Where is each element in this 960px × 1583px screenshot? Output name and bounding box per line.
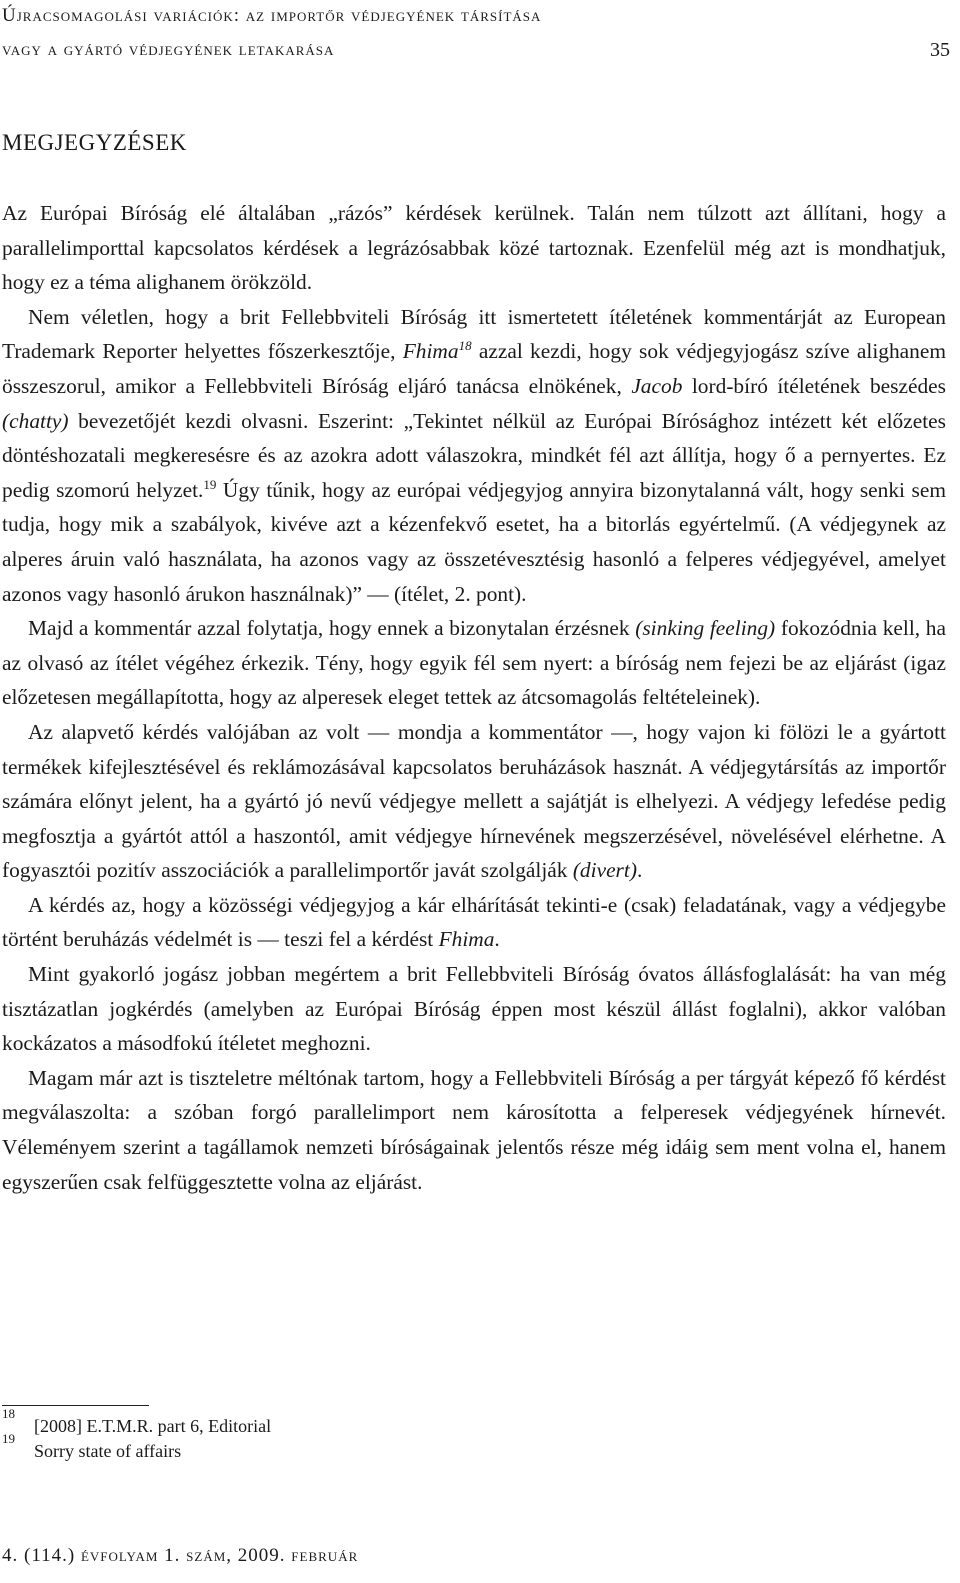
footnote-ref-18[interactable]: 18 [458,338,472,354]
footnote-text: Sorry state of affairs [34,1441,182,1461]
paragraph-2 [2,300,946,611]
footnote-divider [2,1405,149,1406]
text-run: A kérdés az, hogy a közösségi védjegyjog a kár elhárítását tekinti-e (csak) feladatának, vagy a védjegybe történt beruházás védelmét is — teszi fel a kérdést [2,892,946,952]
text-run: Úgy tűnik, hogy az európai védjegyjog annyira bizonytalanná vált, hogy senki sem tudja, hogy mik a szabályok, kivéve azt a kézenfekvő esetet, ha a bitorlás egyértelmű. (A védjegynek az alperes áruin való használata, ha azonos vagy az összetévesztésig hasonló a felperes védjegyével, amelyet azonos vagy hasonló árukon használnak)” — (ítélet, 2. pont). [2,477,946,606]
journal-footer: 4. (114.) évfolyam 1. szám, 2009. február [2,1545,359,1566]
text-run: Az alapvető kérdés valójában az volt — mondja a kommentátor —, hogy vajon ki fölözi le a gyártott termékek kifejlesztésével és reklámozásával kapcsolatos beruházások hasznát. A védjegytársítás az importőr számára előnyt jelent, ha a gyártó jó nevű védjegye mellett a sajátját is elhelyezi. A védjegy lefedése pedig megfosztja a gyártót attól a haszontól, amit védjegye hírnevének megszerzésével, növelésével elérhetne. A fogyasztói pozitív asszociációk a parallelimportőr javát szolgálják [2,719,946,883]
english-term: (divert) [572,858,637,883]
text-run: . [494,927,500,952]
running-header-line2: vagy a gyártó védjegyének letakarása [2,39,335,60]
paragraph-5 [2,888,946,957]
author-name: Fhima [402,339,459,364]
english-term: (chatty) [2,408,69,433]
text-run: lord-bíró ítéletének beszédes [682,373,946,398]
english-term: (sinking feeling) [635,616,776,641]
footnote-number: 19 [2,1431,15,1446]
footnote-number: 18 [2,1406,15,1421]
paragraph-4 [2,715,946,888]
judge-name: Jacob [631,373,683,398]
section-title: MEGJEGYZÉSEK [2,130,187,155]
text-run: . [636,858,643,883]
paragraph-7: Magam már azt is tiszteletre méltónak tartom, hogy a Fellebbviteli Bíróság a per tárgyát képező fő kérdést megválaszolta: a szóban forgó parallelimport nem károsította a felperesek védjegyének hírnevét. Véleményem szerint a tagállamok nemzeti bíróságainak jelentős része még idáig sem ment volna el, hanem egyszerűen csak felfüggesztette volna az eljárást. [2,1065,946,1194]
text-run: bevezetőjét kezdi olvasni. Eszerint: „Tekintet nélkül az Európai Bírósághoz intézett két előzetes döntéshozatali megkeresésre és az azokra adott válaszokra, mindkét fél azt állítja, hogy ő a pernyertes. Ez pedig szomorú helyzet. [2,408,946,502]
footnote-ref-19[interactable]: 19 [203,476,217,492]
running-header-line1: Újracsomagolási variációk: az importőr védjegyének társítása [2,5,542,26]
paragraph-3 [2,611,946,715]
text-run: Majd a kommentár azzal folytatja, hogy ennek a bizonytalan érzésnek [28,616,636,641]
text-run: fokozódnia kell, ha az olvasó az ítélet végéhez érkezik. Tény, hogy egyik fél sem nyert: a bíróság nem fejezi be az eljárást (igaz előzetesen megállapította, hogy az alperesek eleget tettek az átcsomagolás feltételeinek). [2,616,946,710]
page-number: 35 [930,39,950,61]
text-run: azzal kezdi, hogy sok védjegyjogász szíve alighanem összeszorul, amikor a Fellebbviteli Bíróság eljáró tanácsa elnökének, [2,339,946,398]
paragraph-6: Mint gyakorló jogász jobban megértem a brit Fellebbviteli Bíróság óvatos állásfoglalását: ha van még tisztázatlan jogkérdés (amelyben az Európai Bíróság éppen most készül állást foglalni), akkor valóban kockázatos a másodfokú ítéletet meghozni. [2,962,946,1056]
article-body [2,196,946,1199]
paragraph-1: Az Európai Bíróság elé általában „rázós” kérdések kerülnek. Talán nem túlzott azt állítani, hogy a parallelimporttal kapcsolatos kérdések a legrázósabbak közé tartoznak. Ezenfelül még azt is mondhatjuk, hogy ez a téma alighanem örökzöld. [2,201,946,295]
text-run: Nem véletlen, hogy a brit Fellebbviteli Bíróság itt ismertetett ítéletének kommentárját az European Trademark Reporter helyettes főszerkesztője, [2,304,946,364]
author-name: Fhima [438,927,495,952]
footnote-text: [2008] E.T.M.R. part 6, Editorial [34,1416,272,1436]
